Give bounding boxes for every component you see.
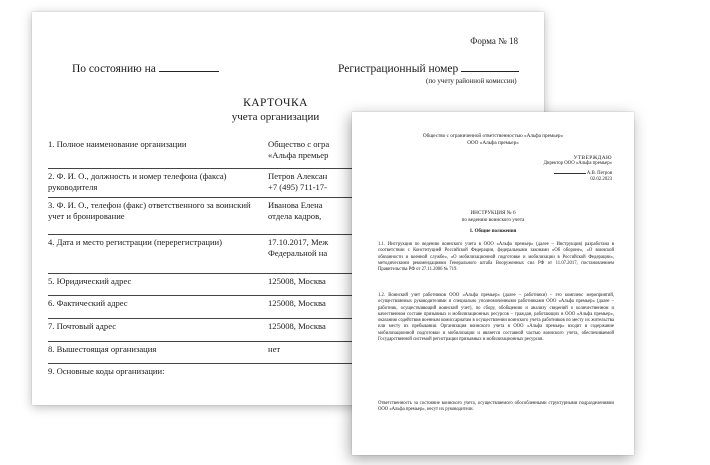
row-value: 125008, Москва xyxy=(268,276,326,286)
row-value: 125008, Москва xyxy=(268,298,326,308)
row-label: 3. Ф. И. О., телефон (факс) ответственного за воинский учет и бронирование xyxy=(48,200,251,221)
row-label: 5. Юридический адрес xyxy=(48,276,132,286)
card-title: КАРТОЧКА xyxy=(243,97,308,109)
paragraph-1-1: 1.1. Инструкция по ведению воинского учета в ООО «Альфа премьер» (далее – Инструкция) разработана в соответствии с Конституцией Российской Федерации, федеральными законами «Об обороне», «О воинской обязанности и военной службе», «О мобилизационной подготовке и мобилизации в Российской Федерации», методическими рекомендациями Генерального штаба Вооруженных сил РФ от 11.07.2017, постановлением Правительства РФ от 27.11.2006 № 719. xyxy=(378,242,614,273)
as-of-blank xyxy=(159,61,219,72)
instruction-number: ИНСТРУКЦИЯ № 6 xyxy=(470,210,516,216)
row-value-line: Иванова Елена xyxy=(268,200,323,210)
row-label: 2. Ф. И. О., должность и номер телефона (факса) руководителя xyxy=(48,171,227,192)
row-label: 8. Вышестоящая организация xyxy=(48,344,157,354)
instruction-subject: по ведению воинского учета xyxy=(461,216,525,223)
as-of-field xyxy=(72,61,219,75)
paragraph-1-2: 1.2. Воинский учет работников ООО «Альфа премьер» (далее – работники) – это комплекс мероприятий, осуществляемых руководителями и специально уполномоченными работниками ООО «Альфа премьер» (далее – работник, осуществляющий воинский учет), по сбору, обобщению и анализу сведений о количественном и качественном составе призывных и мобилизационных ресурсов – граждан, работающих в ООО «Альфа премьер», оказанию содействия военным комиссариатам в осуществлении воинского учета работников по месту их жительства или месту их пребывания. Организация воинского учета в ООО «Альфа премьер» входит в содержание мобилизационной подготовки и мобилизации и является составной частью воинского учета, обеспечиваемой Государственной системой регистрации призывных и мобилизационных ресурсов. xyxy=(378,293,614,343)
row-label: 9. Основные коды организации: xyxy=(48,366,165,376)
row-value: 125008, Москва xyxy=(268,321,326,331)
form-number: Форма № 18 xyxy=(470,36,518,46)
instruction-title xyxy=(352,210,634,223)
organization-full-name: Общество с ограниченной ответственностью «Альфа премьер» xyxy=(422,133,564,139)
row-label: 1. Полное наименование организации xyxy=(48,139,187,149)
row-label: 4. Дата и место регистрации (перерегистрации) xyxy=(48,237,223,247)
approval-signature-line xyxy=(544,168,612,177)
approval-name: А.В. Петров xyxy=(586,170,612,176)
card-subtitle: учета организации xyxy=(231,111,320,123)
section-heading: 1. Общие положения xyxy=(469,229,517,234)
registration-number-blank xyxy=(461,61,519,72)
row-value-line: Федеральной на xyxy=(268,248,328,258)
registration-number-label: Регистрационный номер xyxy=(338,63,459,75)
row-value-line: Общество с огра xyxy=(268,139,330,149)
row-value-line: 17.10.2017, Меж xyxy=(268,237,329,247)
approval-position: Директор ООО «Альфа премьер» xyxy=(543,161,612,167)
approval-heading: УТВЕРЖДАЮ xyxy=(573,155,612,161)
signature-blank xyxy=(554,168,586,174)
registration-number-note: (по учету районной комиссии) xyxy=(426,77,517,85)
row-value-line: +7 (495) 711-17- xyxy=(268,182,327,192)
row-value: нет xyxy=(268,344,281,354)
registration-number-field xyxy=(338,61,519,75)
paragraph-responsibility: Ответственность за состояние воинского учета, осуществляемого обособленными структурными подразделениями ООО «Альфа премьер», несут их руководители. xyxy=(378,401,614,413)
row-value-line: «Альфа премьер xyxy=(268,150,329,160)
approval-date: 02.02.2023 xyxy=(590,177,612,183)
row-label: 7. Почтовый адрес xyxy=(48,321,117,331)
instruction-sheet xyxy=(352,112,634,455)
as-of-label: По состоянию на xyxy=(72,63,156,75)
organization-short-name: ООО «Альфа премьер» xyxy=(467,139,519,146)
organization-header xyxy=(352,133,634,146)
row-value-line: отдела кадров, xyxy=(268,211,322,221)
approval-block xyxy=(544,155,612,184)
row-value-line: Петров Алексан xyxy=(268,171,328,181)
row-label: 6. Фактический адрес xyxy=(48,298,128,308)
